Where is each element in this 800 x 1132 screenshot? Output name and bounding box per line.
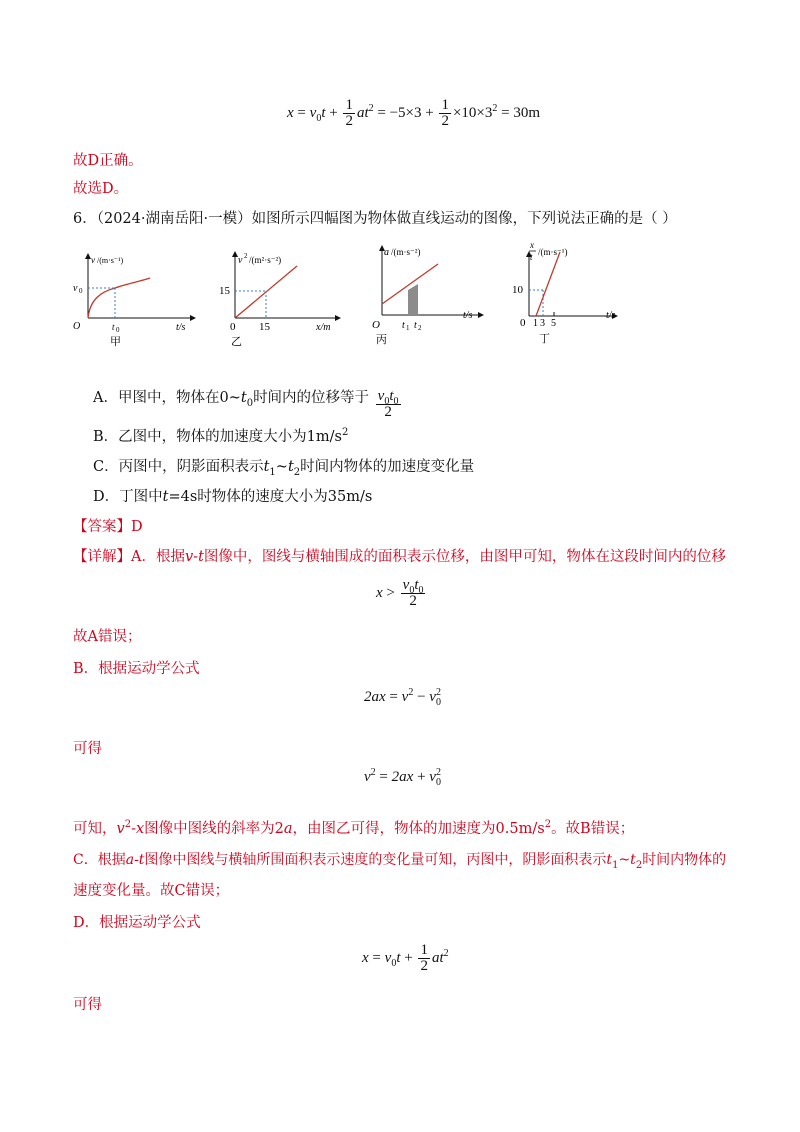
a-wrong: 故A错误； (73, 629, 142, 645)
keyi-2: 可得 (73, 997, 102, 1013)
jia-xlabel: t/s (176, 322, 186, 333)
jia-v0: v (73, 283, 78, 294)
equation-b2: $v^2 = 2ax + v_0^2$ (364, 767, 441, 788)
equation-top: $x = v_0t$ + $\frac{1}{2}$ $at^2 = -5\times 3$ + $\frac{1}{2}$ $\times 10\times 3^2 = 30m$ (287, 97, 541, 129)
detail-a: 【详解】A．根据v-t图像中，图线与横轴围成的面积表示位移，由图甲可知，物体在这段时间内的位移 (73, 549, 726, 565)
ding-x-tick-3: 3 (540, 318, 545, 329)
ding-ylabel-num: x (530, 240, 534, 250)
yi-xlabel: x/m (316, 322, 331, 333)
equation-b1: $2ax = v^2 - v_0^2$ (364, 687, 441, 708)
ding-origin: 0 (520, 317, 526, 329)
svg-text:2: 2 (244, 252, 248, 260)
option-d: D．丁图中t=4s时物体的速度大小为35m/s (93, 489, 373, 505)
option-c: C．丙图中，阴影面积表示$t_1\sim t_2$时间内物体的加速度变化量 (93, 459, 475, 478)
kezhi-b: 可知，$v^2-x$图像中图线的斜率为2a，由图乙可得，物体的加速度为$0.5m/s^2$。故B错误； (73, 819, 635, 837)
bing-ylabel-unit: /(m·s⁻²) (391, 247, 421, 257)
yi-x-tick: 15 (259, 321, 270, 333)
equation-a: x > $\frac{v_0t_0}{2}$ (376, 577, 424, 609)
bing-origin: O (372, 319, 380, 331)
b-intro: B．根据运动学公式 (73, 661, 200, 677)
question-6 (73, 210, 677, 228)
yi-y-tick: 15 (219, 285, 230, 297)
jia-ylabel: v (91, 255, 95, 265)
ding-x-tick-1: 1 (533, 318, 538, 329)
svg-text:0: 0 (116, 326, 120, 334)
svg-text:2: 2 (418, 324, 422, 332)
yi-name: 乙 (231, 336, 242, 348)
graph-ding (500, 238, 630, 348)
ding-ylabel-unit: /(m·s⁻¹) (538, 247, 568, 257)
choose-d-text: 故选D。 (73, 181, 129, 197)
detail-c-line2: 速度变化量。故C错误； (73, 883, 230, 899)
yi-ylabel-unit: /(m²·s⁻²) (249, 255, 282, 265)
svg-text:0: 0 (79, 287, 83, 295)
graph-yi (213, 248, 348, 348)
ding-x-tick-5: 5 (551, 318, 556, 329)
ding-name: 丁 (539, 333, 550, 345)
d-correct-text: 故D正确。 (73, 153, 143, 169)
ding-y-tick: 10 (512, 284, 523, 296)
bing-ylabel: a (384, 247, 389, 258)
bing-t1: t (402, 320, 405, 331)
bing-xlabel: t/s (463, 310, 473, 321)
question-text: （2024·湖南岳阳·一模）如图所示四幅图为物体做直线运动的图像，下列说法正确的是（ ） (96, 211, 677, 227)
jia-t0: t (112, 322, 115, 332)
yi-ylabel: v (238, 255, 243, 266)
yi-origin: 0 (230, 321, 236, 333)
d-intro: D．根据运动学公式 (73, 915, 201, 931)
keyi-1: 可得 (73, 741, 102, 757)
ding-ylabel-den: t (530, 252, 533, 262)
question-number: 6． (73, 211, 97, 227)
svg-text:1: 1 (406, 324, 410, 332)
answer: 【答案】D (73, 519, 143, 535)
bing-name: 丙 (376, 334, 387, 346)
ding-xlabel: t/s (606, 310, 616, 321)
jia-origin: O (73, 321, 81, 332)
detail-c: C．根据a-t图像中图线与横轴所围面积表示速度的变化量可知，丙图中，阴影面积表示$t_1\sim t_2$时间内物体的 (73, 852, 727, 871)
option-a-fraction: $\frac{v_0t_0}{2}$ (377, 388, 399, 420)
option-a: A．甲图中，物体在$0\sim t_0$时间内的位移等于 $\frac{v_0t_0}{2}$ (93, 388, 399, 420)
jia-ylabel-unit: /(m·s⁻¹) (97, 256, 124, 265)
option-b: B．乙图中，物体的加速度大小为$1m/s^2$ (93, 427, 349, 445)
graph-bing (368, 242, 503, 347)
bing-t2: t (414, 320, 417, 331)
jia-name: 甲 (110, 336, 121, 348)
equation-d: $x = v_0t$ + $\frac{1}{2}$ $at^2$ (362, 942, 449, 974)
graph-jia (70, 250, 200, 350)
